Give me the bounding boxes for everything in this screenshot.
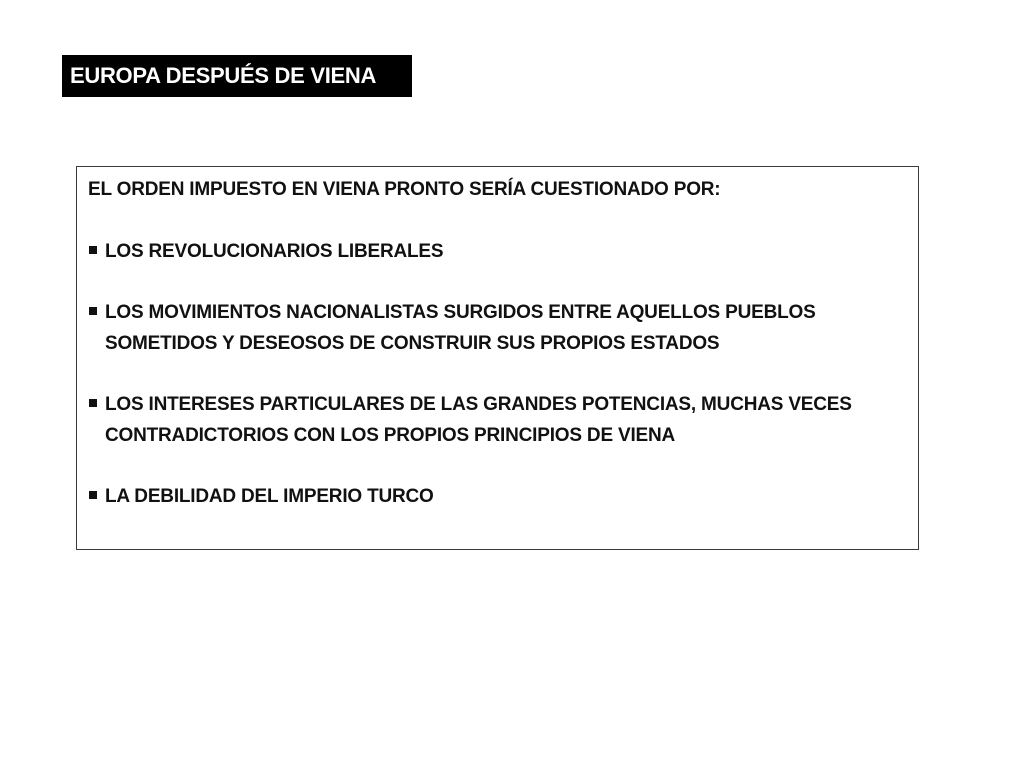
bullet-text: LOS INTERESES PARTICULARES DE LAS GRANDES POTENCIAS, MUCHAS VECES CONTRADICTORIOS CON LOS PROPIOS PRINCIPIOS DE VIENA [105,394,852,446]
square-bullet-icon [89,491,97,499]
bullet-item [88,297,908,359]
square-bullet-icon [89,399,97,407]
square-bullet-icon [89,307,97,315]
bullet-text: LA DEBILIDAD DEL IMPERIO TURCO [105,486,434,507]
bullet-list [88,236,908,512]
content-box [76,166,919,550]
bullet-item [88,481,908,512]
bullet-text: LOS REVOLUCIONARIOS LIBERALES [105,241,444,262]
bullet-item [88,389,908,451]
slide-title: EUROPA DESPUÉS DE VIENA [62,55,412,97]
square-bullet-icon [89,246,97,254]
intro-text: EL ORDEN IMPUESTO EN VIENA PRONTO SERÍA CUESTIONADO POR: [88,179,721,200]
bullet-text: LOS MOVIMIENTOS NACIONALISTAS SURGIDOS ENTRE AQUELLOS PUEBLOS SOMETIDOS Y DESEOSOS DE CONSTRUIR SUS PROPIOS ESTADOS [105,302,816,354]
bullet-item [88,236,908,267]
